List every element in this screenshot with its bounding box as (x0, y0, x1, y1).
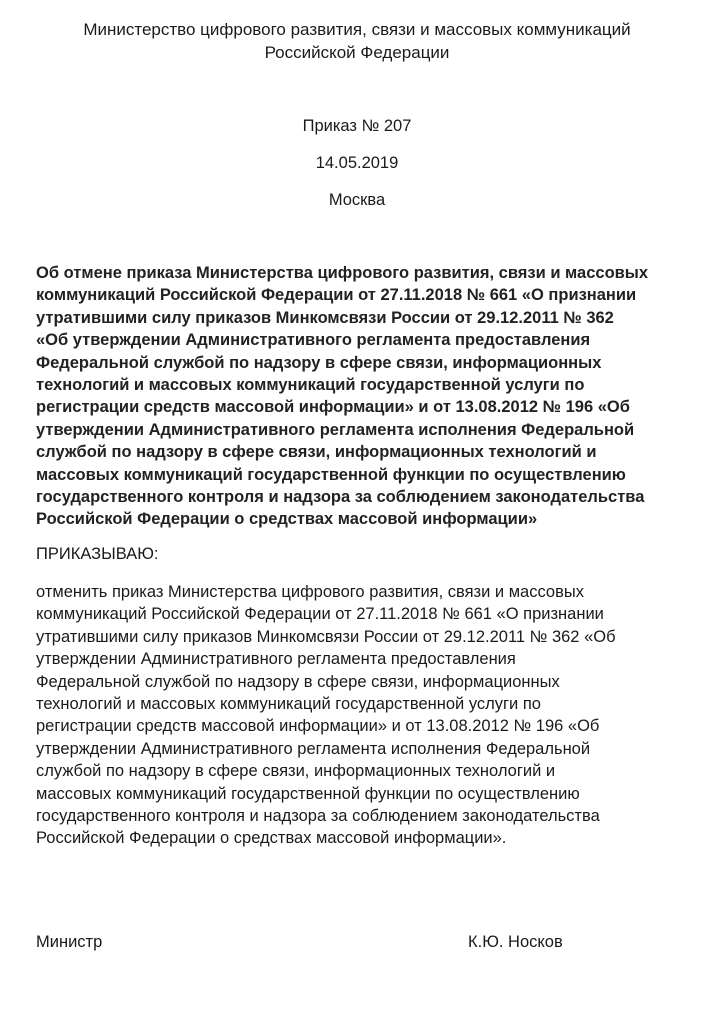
title-line: регистрации средств массовой информации» и от 13.08.2012 № 196 «Об (36, 398, 630, 417)
title-line: службой по надзору в сфере связи, информационных технологий и (36, 443, 597, 462)
decree-word: ПРИКАЗЫВАЮ: (36, 545, 159, 563)
title-line: Российской Федерации о средствах массовой информации» (36, 510, 538, 529)
signatory-name: К.Ю. Носков (468, 933, 563, 951)
order-date: 14.05.2019 (315, 154, 399, 172)
ministry-name-line-2: Российской Федерации (264, 43, 450, 62)
signatory-role: Министр (36, 933, 103, 951)
title-line: Об отмене приказа Министерства цифрового развития, связи и массовых (36, 264, 649, 282)
order-title (36, 262, 686, 531)
body-line: технологий и массовых коммуникаций государственной услуги по (36, 695, 541, 714)
body-line: массовых коммуникаций государственной функции по осуществлению (36, 784, 580, 803)
body-line: Российской Федерации о средствах массовой информации». (36, 829, 507, 848)
body-line: отменить приказ Министерства цифрового развития, связи и массовых (36, 583, 584, 601)
ministry-header (36, 18, 678, 64)
ministry-name-line-1: Министерство цифрового развития, связи и массовых коммуникаций (83, 20, 631, 39)
body-line: государственного контроля и надзора за соблюдением законодательства (36, 807, 600, 826)
body-line: утверждении Административного регламента исполнения Федеральной (36, 739, 591, 758)
body-line: утверждении Административного регламента предоставления (36, 650, 516, 669)
title-line: массовых коммуникаций государственной функции по осуществлению (36, 465, 626, 484)
title-line: коммуникаций Российской Федерации от 27.11.2018 № 661 «О признании (36, 286, 637, 305)
order-body (36, 581, 686, 850)
body-line: Федеральной службой по надзору в сфере связи, информационных (36, 672, 560, 691)
title-line: утверждении Административного регламента исполнения Федеральной (36, 420, 635, 439)
body-line: службой по надзору в сфере связи, информационных технологий и (36, 762, 556, 781)
title-line: Федеральной службой по надзору в сфере связи, информационных (36, 353, 602, 372)
order-number: Приказ № 207 (302, 117, 412, 135)
title-line: «Об утверждении Административного регламента предоставления (36, 331, 591, 350)
order-city: Москва (328, 191, 386, 209)
title-line: государственного контроля и надзора за соблюдением законодательства (36, 488, 645, 507)
body-line: регистрации средств массовой информации» и от 13.08.2012 № 196 «Об (36, 717, 600, 736)
title-line: технологий и массовых коммуникаций государственной услуги по (36, 376, 585, 395)
body-line: утратившими силу приказов Минкомсвязи России от 29.12.2011 № 362 «Об (36, 627, 616, 646)
body-line: коммуникаций Российской Федерации от 27.11.2018 № 661 «О признании (36, 605, 604, 624)
title-line: утратившими силу приказов Минкомсвязи России от 29.12.2011 № 362 (36, 308, 614, 327)
